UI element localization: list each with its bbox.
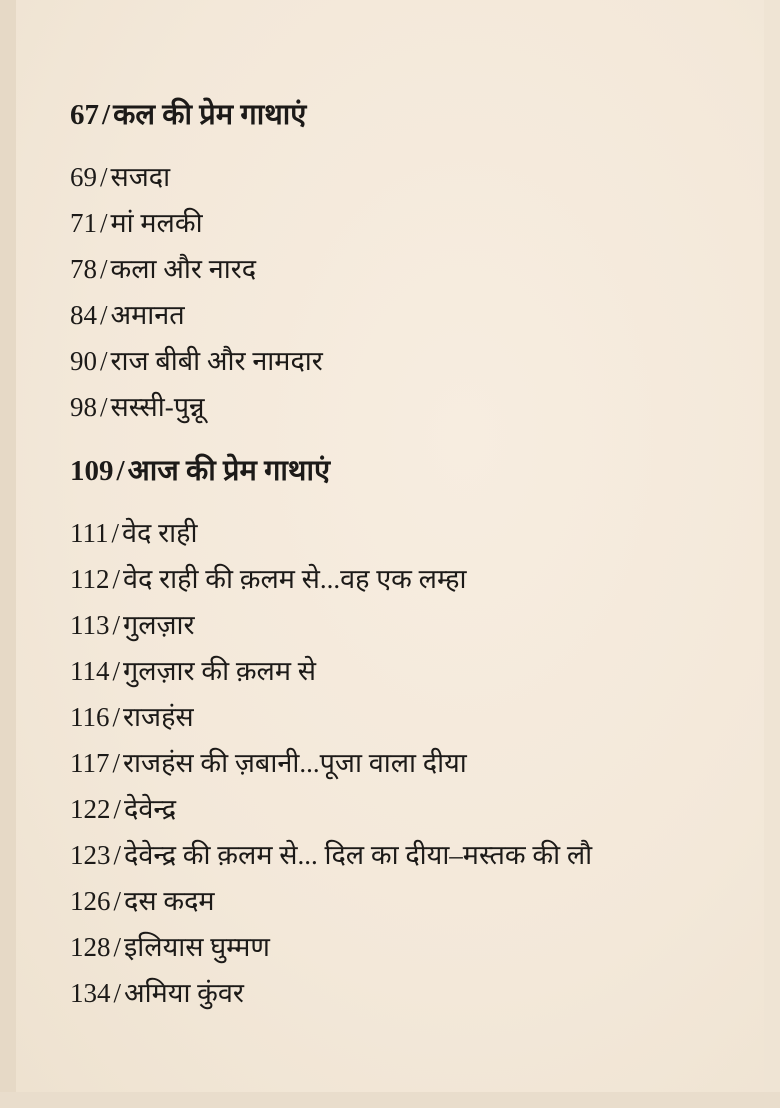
table-of-contents	[70, 92, 592, 1034]
separator: /	[100, 254, 108, 284]
toc-entry	[70, 154, 592, 200]
separator: /	[113, 794, 122, 824]
entry-title: वेद राही	[122, 518, 198, 548]
section-title: आज की प्रेम गाथाएं	[127, 455, 331, 487]
entry-title: इलियास घुम्मण	[124, 932, 270, 962]
page-number: 112	[70, 564, 110, 594]
separator: /	[112, 610, 121, 640]
toc-entry	[70, 878, 592, 924]
separator: /	[113, 840, 122, 870]
separator: /	[102, 99, 111, 131]
toc-entry	[70, 602, 592, 648]
separator: /	[100, 208, 108, 238]
entry-title: सजदा	[110, 162, 171, 192]
toc-entry	[70, 694, 592, 740]
separator: /	[113, 932, 122, 962]
entry-title: देवेन्द्र की क़लम से... दिल का दीया–मस्तक की लौ	[124, 840, 593, 870]
toc-entry	[70, 246, 592, 292]
toc-entry	[70, 200, 592, 246]
entry-title: राजहंस की ज़बानी...पूजा वाला दीया	[123, 748, 467, 778]
entry-title: अमिया कुंवर	[124, 978, 244, 1008]
toc-entry	[70, 292, 592, 338]
page-number: 78	[70, 254, 97, 284]
separator: /	[112, 656, 121, 686]
entry-title: दस कदम	[124, 886, 215, 916]
page-number: 114	[70, 656, 110, 686]
separator: /	[112, 748, 121, 778]
page-number: 84	[70, 300, 97, 330]
page-number: 109	[70, 455, 114, 487]
toc-entry	[70, 924, 592, 970]
page-number: 90	[70, 346, 97, 376]
separator: /	[111, 518, 120, 548]
toc-entry	[70, 338, 592, 384]
separator: /	[113, 886, 122, 916]
toc-entry	[70, 556, 592, 602]
entry-title: देवेन्द्र	[124, 794, 177, 824]
separator: /	[113, 978, 122, 1008]
separator: /	[112, 564, 121, 594]
toc-entry	[70, 384, 592, 430]
page-number: 67	[70, 99, 99, 131]
entry-title: अमानत	[110, 300, 185, 330]
toc-entry	[70, 510, 592, 556]
separator: /	[116, 455, 125, 487]
entry-title: राजहंस	[123, 702, 194, 732]
entry-title: राज बीबी और नामदार	[110, 346, 323, 376]
page-number: 134	[70, 978, 111, 1008]
separator: /	[100, 346, 108, 376]
page-number: 128	[70, 932, 111, 962]
page-number: 117	[70, 748, 110, 778]
toc-entry	[70, 740, 592, 786]
toc-entry	[70, 648, 592, 694]
entry-title: गुलज़ार की क़लम से	[123, 656, 317, 686]
toc-entry	[70, 832, 592, 878]
entry-title: गुलज़ार	[123, 610, 195, 640]
entry-title: मां मलकी	[110, 208, 203, 238]
separator: /	[100, 162, 108, 192]
page-gutter	[0, 0, 16, 1108]
page-number: 126	[70, 886, 111, 916]
separator: /	[112, 702, 121, 732]
toc-section-present	[70, 448, 592, 1016]
section-title: कल की प्रेम गाथाएं	[113, 99, 307, 131]
toc-entry	[70, 970, 592, 1016]
page-number: 98	[70, 392, 97, 422]
page-number: 69	[70, 162, 97, 192]
page-number: 116	[70, 702, 110, 732]
separator: /	[100, 392, 108, 422]
entry-title: वेद राही की क़लम से...वह एक लम्हा	[123, 564, 467, 594]
separator: /	[100, 300, 108, 330]
toc-section-past	[70, 92, 592, 430]
toc-entry	[70, 786, 592, 832]
page-number: 111	[70, 518, 109, 548]
page-bottom-edge	[0, 1092, 780, 1108]
section-heading	[70, 448, 592, 494]
section-heading	[70, 92, 592, 138]
page-number: 123	[70, 840, 111, 870]
entry-title: सस्सी-पुन्नू	[110, 392, 205, 422]
page-number: 113	[70, 610, 110, 640]
page-number: 122	[70, 794, 111, 824]
page-number: 71	[70, 208, 97, 238]
entry-title: कला और नारद	[110, 254, 257, 284]
